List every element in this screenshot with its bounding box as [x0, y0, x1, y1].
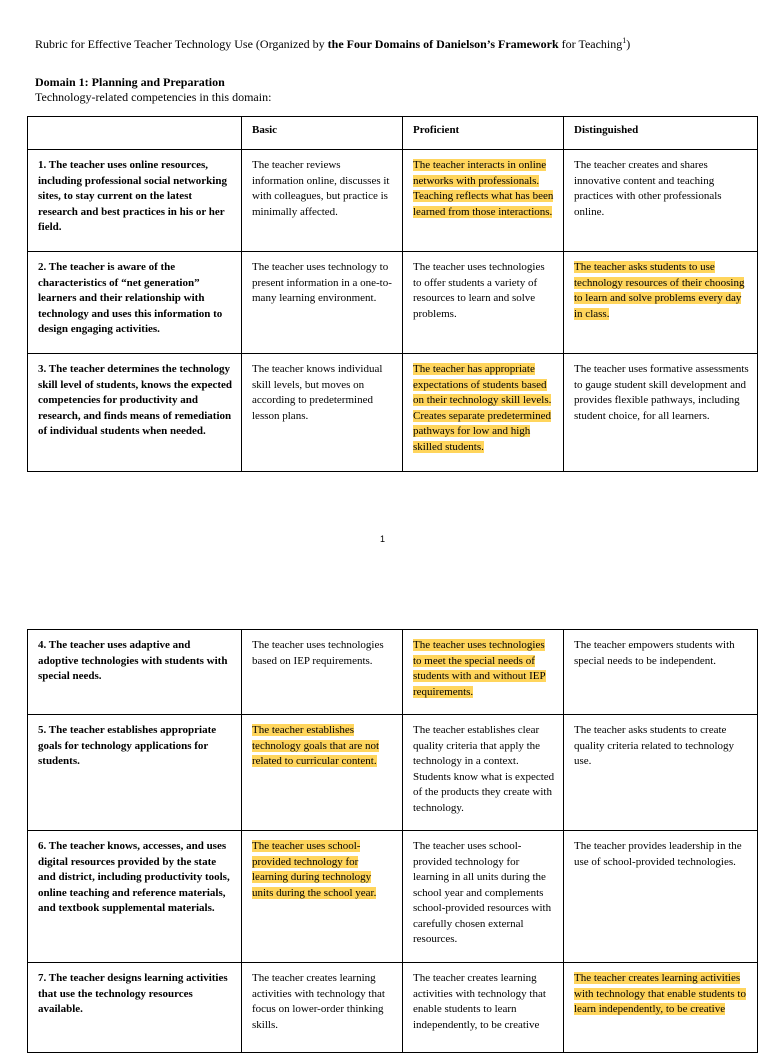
distinguished-cell: [564, 150, 758, 252]
distinguished-cell: [564, 715, 758, 831]
distinguished-cell: [564, 354, 758, 472]
proficient-cell: [403, 150, 564, 252]
basic-text: The teacher uses technologies based on IEP requirements.: [252, 639, 384, 667]
criterion-text: 7. The teacher designs learning activities that use the technology resources available.: [38, 972, 228, 1015]
title-part1: Rubric for Effective Teacher Technology Use (Organized by: [35, 37, 328, 51]
basic-text-highlighted: The teacher uses school-provided technology for learning during technology units during the school year.: [252, 840, 377, 899]
criterion-cell: [28, 354, 242, 472]
criterion-text: 1. The teacher uses online resources, including professional social networking sites, to stay current on the latest research and best practices in his or her field.: [38, 159, 227, 233]
proficient-text: The teacher establishes clear quality criteria that apply the technology in a context. Students know what is expected of the products they create with technology.: [413, 724, 555, 814]
basic-text: The teacher creates learning activities with technology that focus on lower-order thinking skills.: [252, 972, 385, 1031]
distinguished-text-highlighted: The teacher creates learning activities with technology that enable students to learn independently, to be creative: [574, 972, 746, 1015]
table-row: [28, 150, 758, 252]
table-row: [28, 831, 758, 963]
document-title: [35, 33, 630, 52]
criterion-cell: [28, 715, 242, 831]
basic-text: The teacher reviews information online, discusses it with colleagues, but practice is minimally affected.: [252, 159, 390, 218]
rubric-table-page1: [27, 116, 758, 472]
table-row: [28, 252, 758, 354]
rubric-table-page2: [27, 629, 758, 1053]
proficient-text: The teacher uses technologies to offer students a variety of resources to learn and solve problems.: [413, 261, 545, 320]
proficient-cell: [403, 252, 564, 354]
title-part2: for Teaching: [558, 37, 623, 51]
criterion-cell: [28, 150, 242, 252]
basic-text-highlighted: The teacher establishes technology goals that are not related to curricular content.: [252, 724, 380, 767]
proficient-cell: [403, 354, 564, 472]
header-row: [28, 117, 758, 150]
header-distinguished: Distinguished: [564, 117, 758, 150]
basic-cell: [242, 715, 403, 831]
criterion-cell: [28, 630, 242, 715]
domain-subheading: Technology-related competencies in this domain:: [35, 90, 272, 104]
title-closing: ): [626, 37, 631, 51]
page-number: 1: [380, 534, 386, 544]
basic-cell: [242, 963, 403, 1053]
criterion-text: 4. The teacher uses adaptive and adoptive technologies with students with special needs.: [38, 639, 228, 682]
domain-heading: Domain 1: Planning and Preparation: [35, 75, 225, 89]
basic-cell: [242, 252, 403, 354]
basic-cell: [242, 150, 403, 252]
proficient-text: The teacher uses school-provided technology for learning in all units during the school year and complements school-provided resources with carefully chosen external resources.: [413, 840, 552, 945]
criterion-cell: [28, 831, 242, 963]
footnote-mark: 1: [622, 36, 627, 45]
basic-cell: [242, 630, 403, 715]
criterion-cell: [28, 252, 242, 354]
distinguished-text: The teacher provides leadership in the use of school-provided technologies.: [574, 840, 742, 868]
proficient-text-highlighted: The teacher uses technologies to meet the special needs of students with and without IEP requirements.: [413, 639, 546, 698]
distinguished-text: The teacher creates and shares innovative content and teaching practices with other professionals online.: [574, 159, 722, 218]
basic-cell: [242, 354, 403, 472]
distinguished-cell: [564, 252, 758, 354]
proficient-cell: [403, 963, 564, 1053]
header-empty: [28, 117, 242, 150]
criterion-cell: [28, 963, 242, 1053]
table-row: [28, 630, 758, 715]
proficient-cell: [403, 715, 564, 831]
criterion-text: 3. The teacher determines the technology skill level of students, knows the expected competencies for productivity and research, and finds means of remediation of individual students when needed.: [38, 363, 233, 437]
distinguished-cell: [564, 630, 758, 715]
distinguished-text: The teacher empowers students with special needs to be independent.: [574, 639, 735, 667]
table-row: [28, 715, 758, 831]
criterion-text: 2. The teacher is aware of the characteristics of “net generation” learners and their relationship with technology and uses this information to design engaging activities.: [38, 261, 223, 335]
header-basic: Basic: [242, 117, 403, 150]
basic-cell: [242, 831, 403, 963]
proficient-text-highlighted: The teacher interacts in online networks with professionals. Teaching reflects what has been learned from those interactions.: [413, 159, 554, 218]
basic-text: The teacher uses technology to present information in a one-to-many learning environment.: [252, 261, 392, 304]
distinguished-text: The teacher asks students to create quality criteria related to technology use.: [574, 724, 735, 767]
proficient-cell: [403, 630, 564, 715]
distinguished-text-highlighted: The teacher asks students to use technology resources of their choosing to learn and solve problems every day in class.: [574, 261, 745, 320]
distinguished-text: The teacher uses formative assessments to gauge student skill development and provides flexible pathways, including student choice, for all learners.: [574, 363, 749, 422]
table-row: [28, 354, 758, 472]
proficient-cell: [403, 831, 564, 963]
proficient-text-highlighted: The teacher has appropriate expectations of students based on their technology skill levels. Creates separate predetermined pathways for low and high skilled students.: [413, 363, 552, 453]
table-row: [28, 963, 758, 1053]
criterion-text: 6. The teacher knows, accesses, and uses digital resources provided by the state and district, including productivity tools, online teaching and reference materials, and textbook supplemental materials.: [38, 840, 230, 914]
basic-text: The teacher knows individual skill levels, but moves on according to predetermined lesson plans.: [252, 363, 383, 422]
title-framework: the Four Domains of Danielson’s Framework: [327, 37, 559, 51]
distinguished-cell: [564, 963, 758, 1053]
criterion-text: 5. The teacher establishes appropriate goals for technology applications for students.: [38, 724, 217, 767]
header-proficient: Proficient: [403, 117, 564, 150]
distinguished-cell: [564, 831, 758, 963]
proficient-text: The teacher creates learning activities with technology that enable students to learn independently, to be creative: [413, 972, 546, 1031]
